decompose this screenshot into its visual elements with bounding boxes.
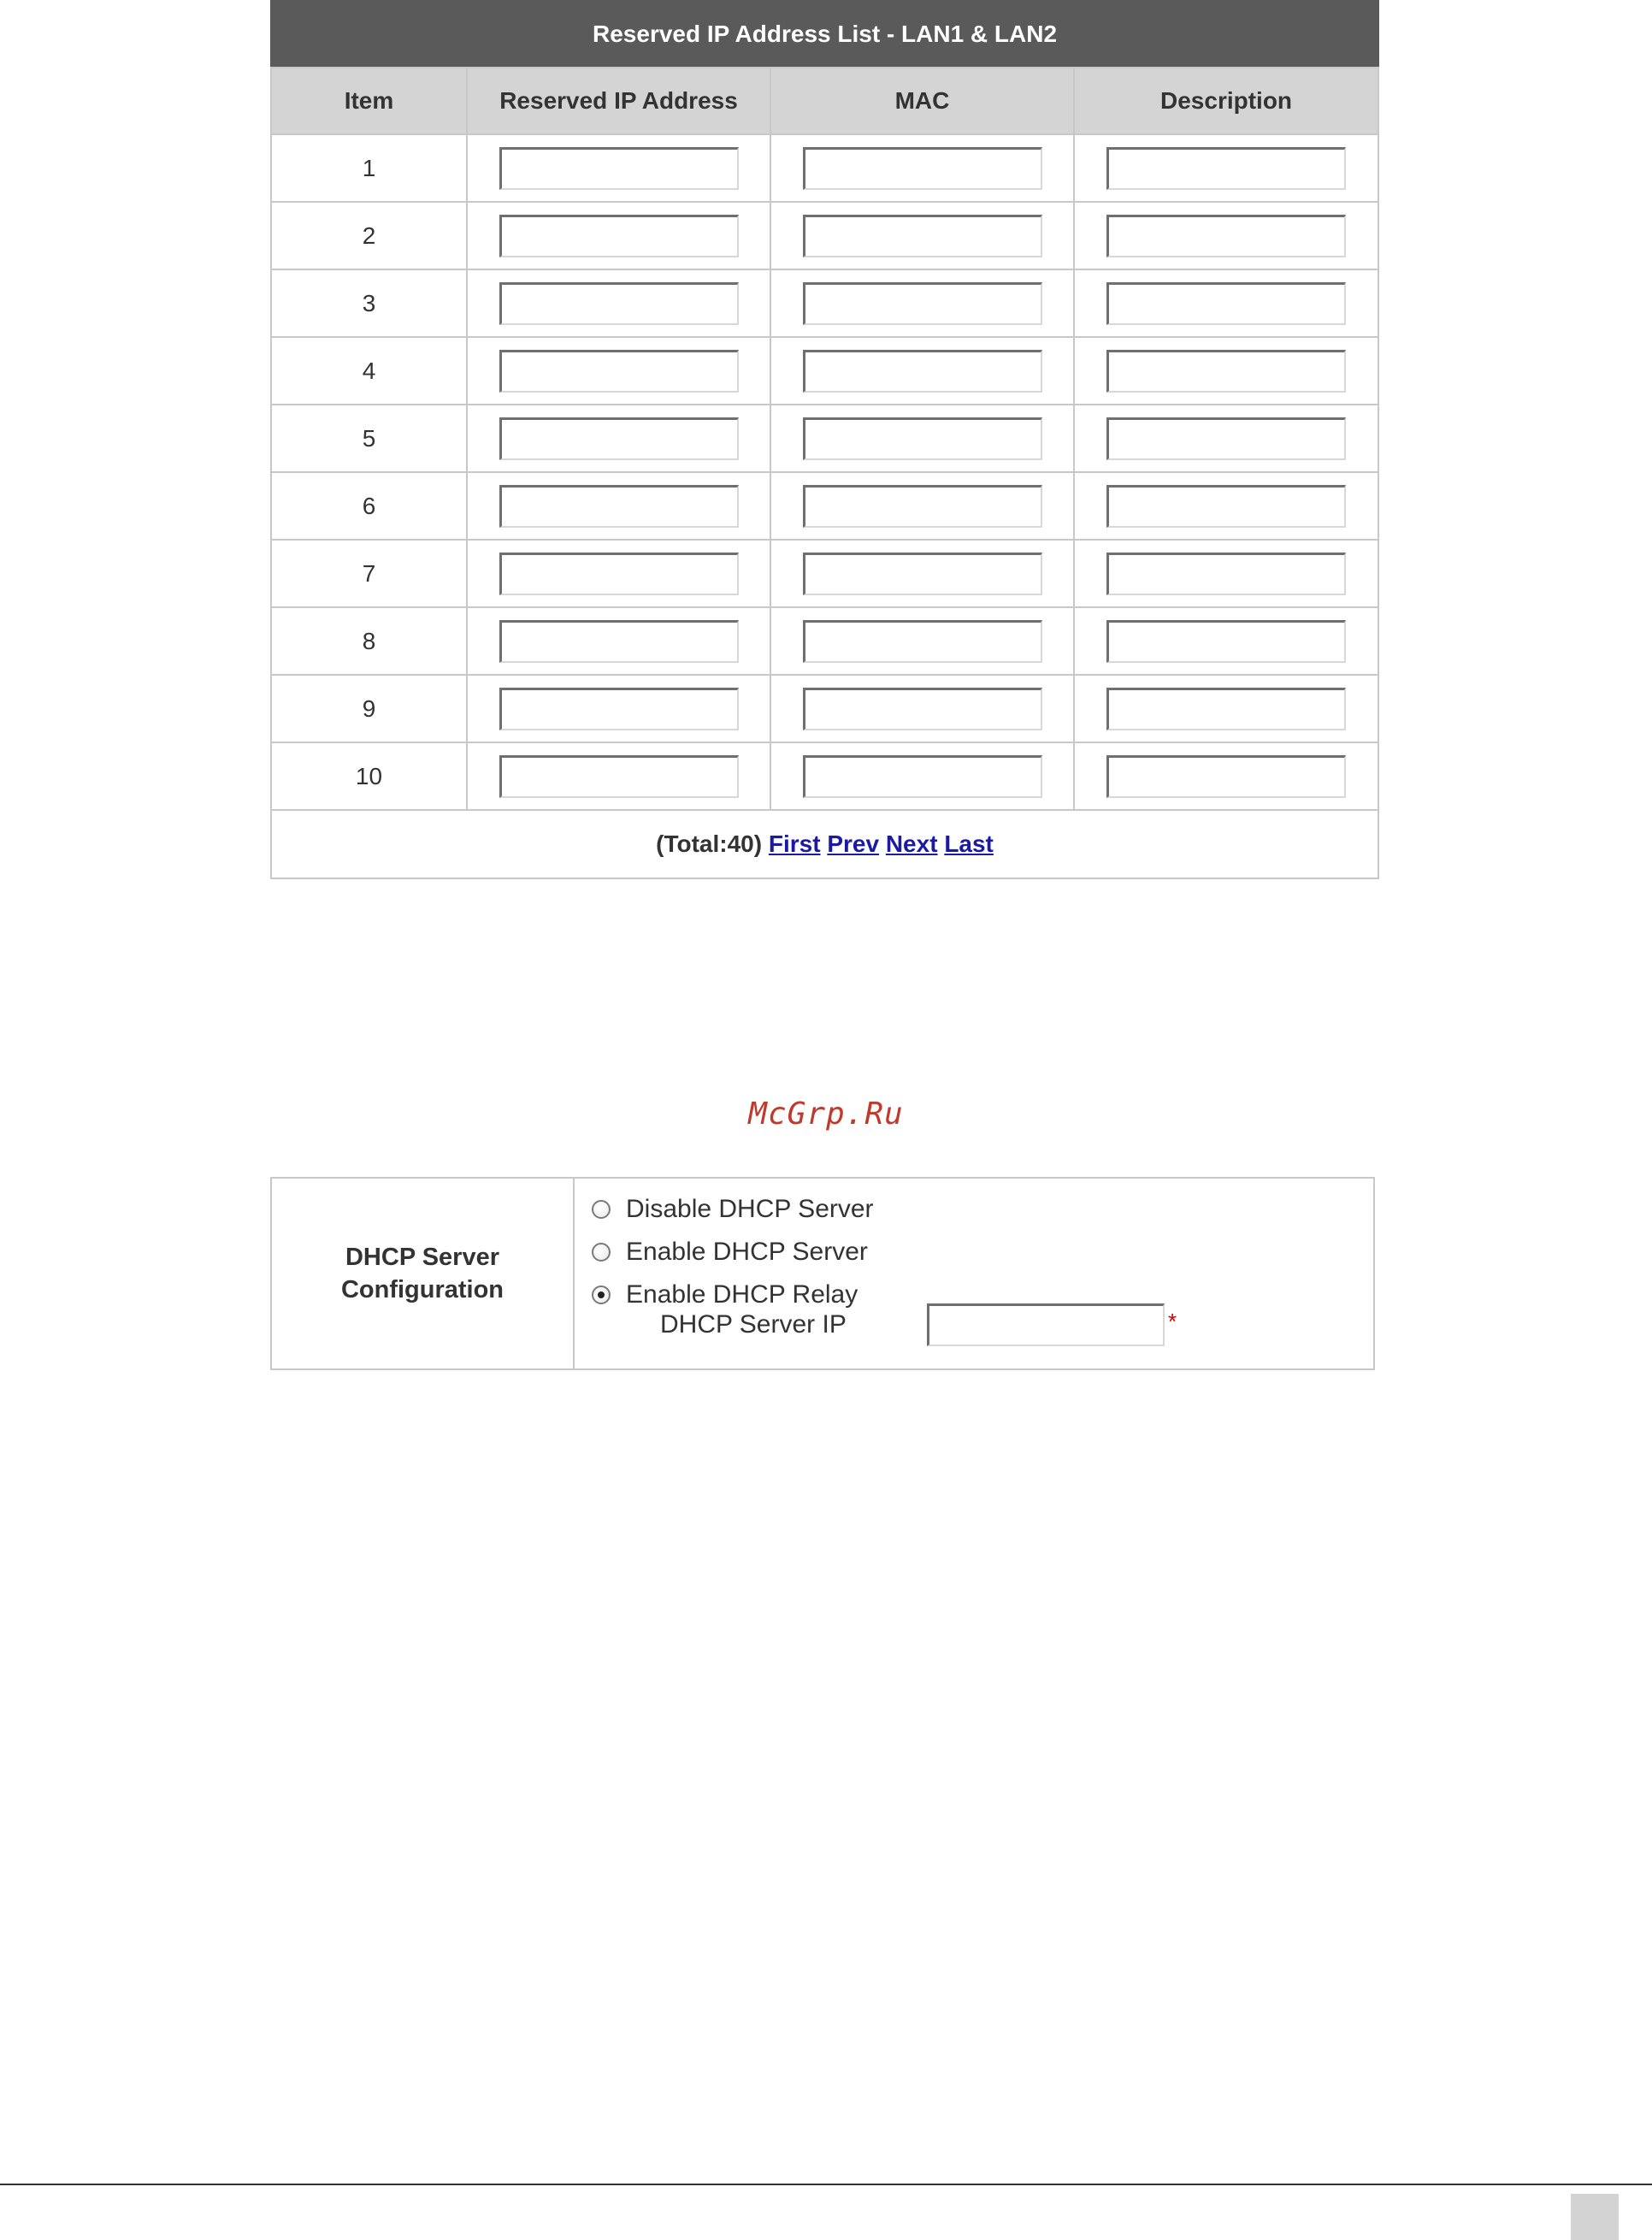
- pager-prev-link[interactable]: Prev: [827, 830, 880, 857]
- reserved-ip-input[interactable]: [499, 282, 739, 325]
- mac-input[interactable]: [803, 688, 1042, 730]
- item-number: 1: [271, 134, 467, 202]
- table-row: [271, 202, 1378, 269]
- item-number: 9: [271, 675, 467, 742]
- pager-row: [271, 810, 1378, 878]
- description-input[interactable]: [1106, 417, 1346, 460]
- pager-first-link[interactable]: First: [768, 830, 821, 857]
- item-number: 7: [271, 540, 467, 607]
- description-input[interactable]: [1106, 147, 1346, 190]
- description-input[interactable]: [1106, 755, 1346, 798]
- dhcp-server-ip-label: DHCP Server IP: [660, 1310, 847, 1339]
- reserved-ip-input[interactable]: [499, 553, 739, 595]
- radio-label: Disable DHCP Server: [626, 1195, 874, 1223]
- watermark: McGrp.Ru: [748, 1096, 904, 1132]
- dhcp-config-label-line2: Configuration: [340, 1276, 504, 1303]
- table-row: [271, 607, 1378, 675]
- mac-input[interactable]: [803, 755, 1042, 798]
- description-input[interactable]: [1106, 688, 1346, 730]
- radio-button-selected-icon[interactable]: [592, 1285, 611, 1304]
- pager-total: (Total:40): [656, 830, 763, 857]
- table-header-row: [271, 68, 1378, 134]
- table-row: [271, 675, 1378, 742]
- description-input[interactable]: [1106, 620, 1346, 663]
- table-row: [271, 540, 1378, 607]
- description-input[interactable]: [1106, 350, 1346, 393]
- description-input[interactable]: [1106, 282, 1346, 325]
- mac-input[interactable]: [803, 350, 1042, 393]
- mac-input[interactable]: [803, 417, 1042, 460]
- pager: [271, 810, 1378, 878]
- footer-divider: [0, 2184, 1652, 2185]
- reserved-ip-input[interactable]: [499, 620, 739, 663]
- dhcp-config-label-line1: DHCP Server: [345, 1244, 499, 1271]
- item-number: 10: [271, 742, 467, 810]
- column-header-description: Description: [1074, 68, 1378, 134]
- dhcp-options: [575, 1179, 1373, 1368]
- radio-label: Enable DHCP Server: [626, 1238, 868, 1266]
- mac-input[interactable]: [803, 147, 1042, 190]
- description-input[interactable]: [1106, 553, 1346, 595]
- mac-input[interactable]: [803, 485, 1042, 528]
- mac-input[interactable]: [803, 215, 1042, 257]
- dhcp-server-ip-row: [660, 1303, 1177, 1346]
- table-row: [271, 742, 1378, 810]
- column-header-mac: MAC: [770, 68, 1074, 134]
- reserved-ip-input[interactable]: [499, 147, 739, 190]
- table-row: [271, 134, 1378, 202]
- dhcp-config-label: [272, 1179, 575, 1368]
- reserved-ip-input[interactable]: [499, 215, 739, 257]
- required-asterisk: *: [1168, 1309, 1177, 1334]
- dhcp-server-ip-input[interactable]: [927, 1303, 1165, 1346]
- item-number: 5: [271, 405, 467, 472]
- reserved-ip-input[interactable]: [499, 755, 739, 798]
- item-number: 2: [271, 202, 467, 269]
- table-row: [271, 269, 1378, 337]
- table-row: [271, 405, 1378, 472]
- column-header-item: Item: [271, 68, 467, 134]
- description-input[interactable]: [1106, 485, 1346, 528]
- reserved-ip-input[interactable]: [499, 417, 739, 460]
- column-header-reserved-ip: Reserved IP Address: [467, 68, 770, 134]
- table-row: [271, 472, 1378, 540]
- mac-input[interactable]: [803, 553, 1042, 595]
- table-title: Reserved IP Address List - LAN1 & LAN2: [271, 1, 1378, 68]
- radio-button-icon[interactable]: [592, 1243, 611, 1262]
- radio-enable-dhcp-server[interactable]: [592, 1235, 868, 1269]
- description-input[interactable]: [1106, 215, 1346, 257]
- mac-input[interactable]: [803, 620, 1042, 663]
- item-number: 6: [271, 472, 467, 540]
- pager-next-link[interactable]: Next: [885, 830, 938, 857]
- reserved-ip-input[interactable]: [499, 688, 739, 730]
- reserved-ip-input[interactable]: [499, 485, 739, 528]
- radio-label: Enable DHCP Relay: [626, 1280, 858, 1309]
- table-title-row: [271, 1, 1378, 68]
- radio-disable-dhcp-server[interactable]: [592, 1192, 874, 1226]
- dhcp-config-panel: [270, 1177, 1375, 1370]
- item-number: 4: [271, 337, 467, 405]
- pager-last-link[interactable]: Last: [944, 830, 994, 857]
- page-number-box: [1571, 2194, 1619, 2240]
- reserved-ip-input[interactable]: [499, 350, 739, 393]
- reserved-ip-table: [270, 0, 1379, 879]
- item-number: 8: [271, 607, 467, 675]
- mac-input[interactable]: [803, 282, 1042, 325]
- radio-button-icon[interactable]: [592, 1200, 611, 1219]
- item-number: 3: [271, 269, 467, 337]
- table-row: [271, 337, 1378, 405]
